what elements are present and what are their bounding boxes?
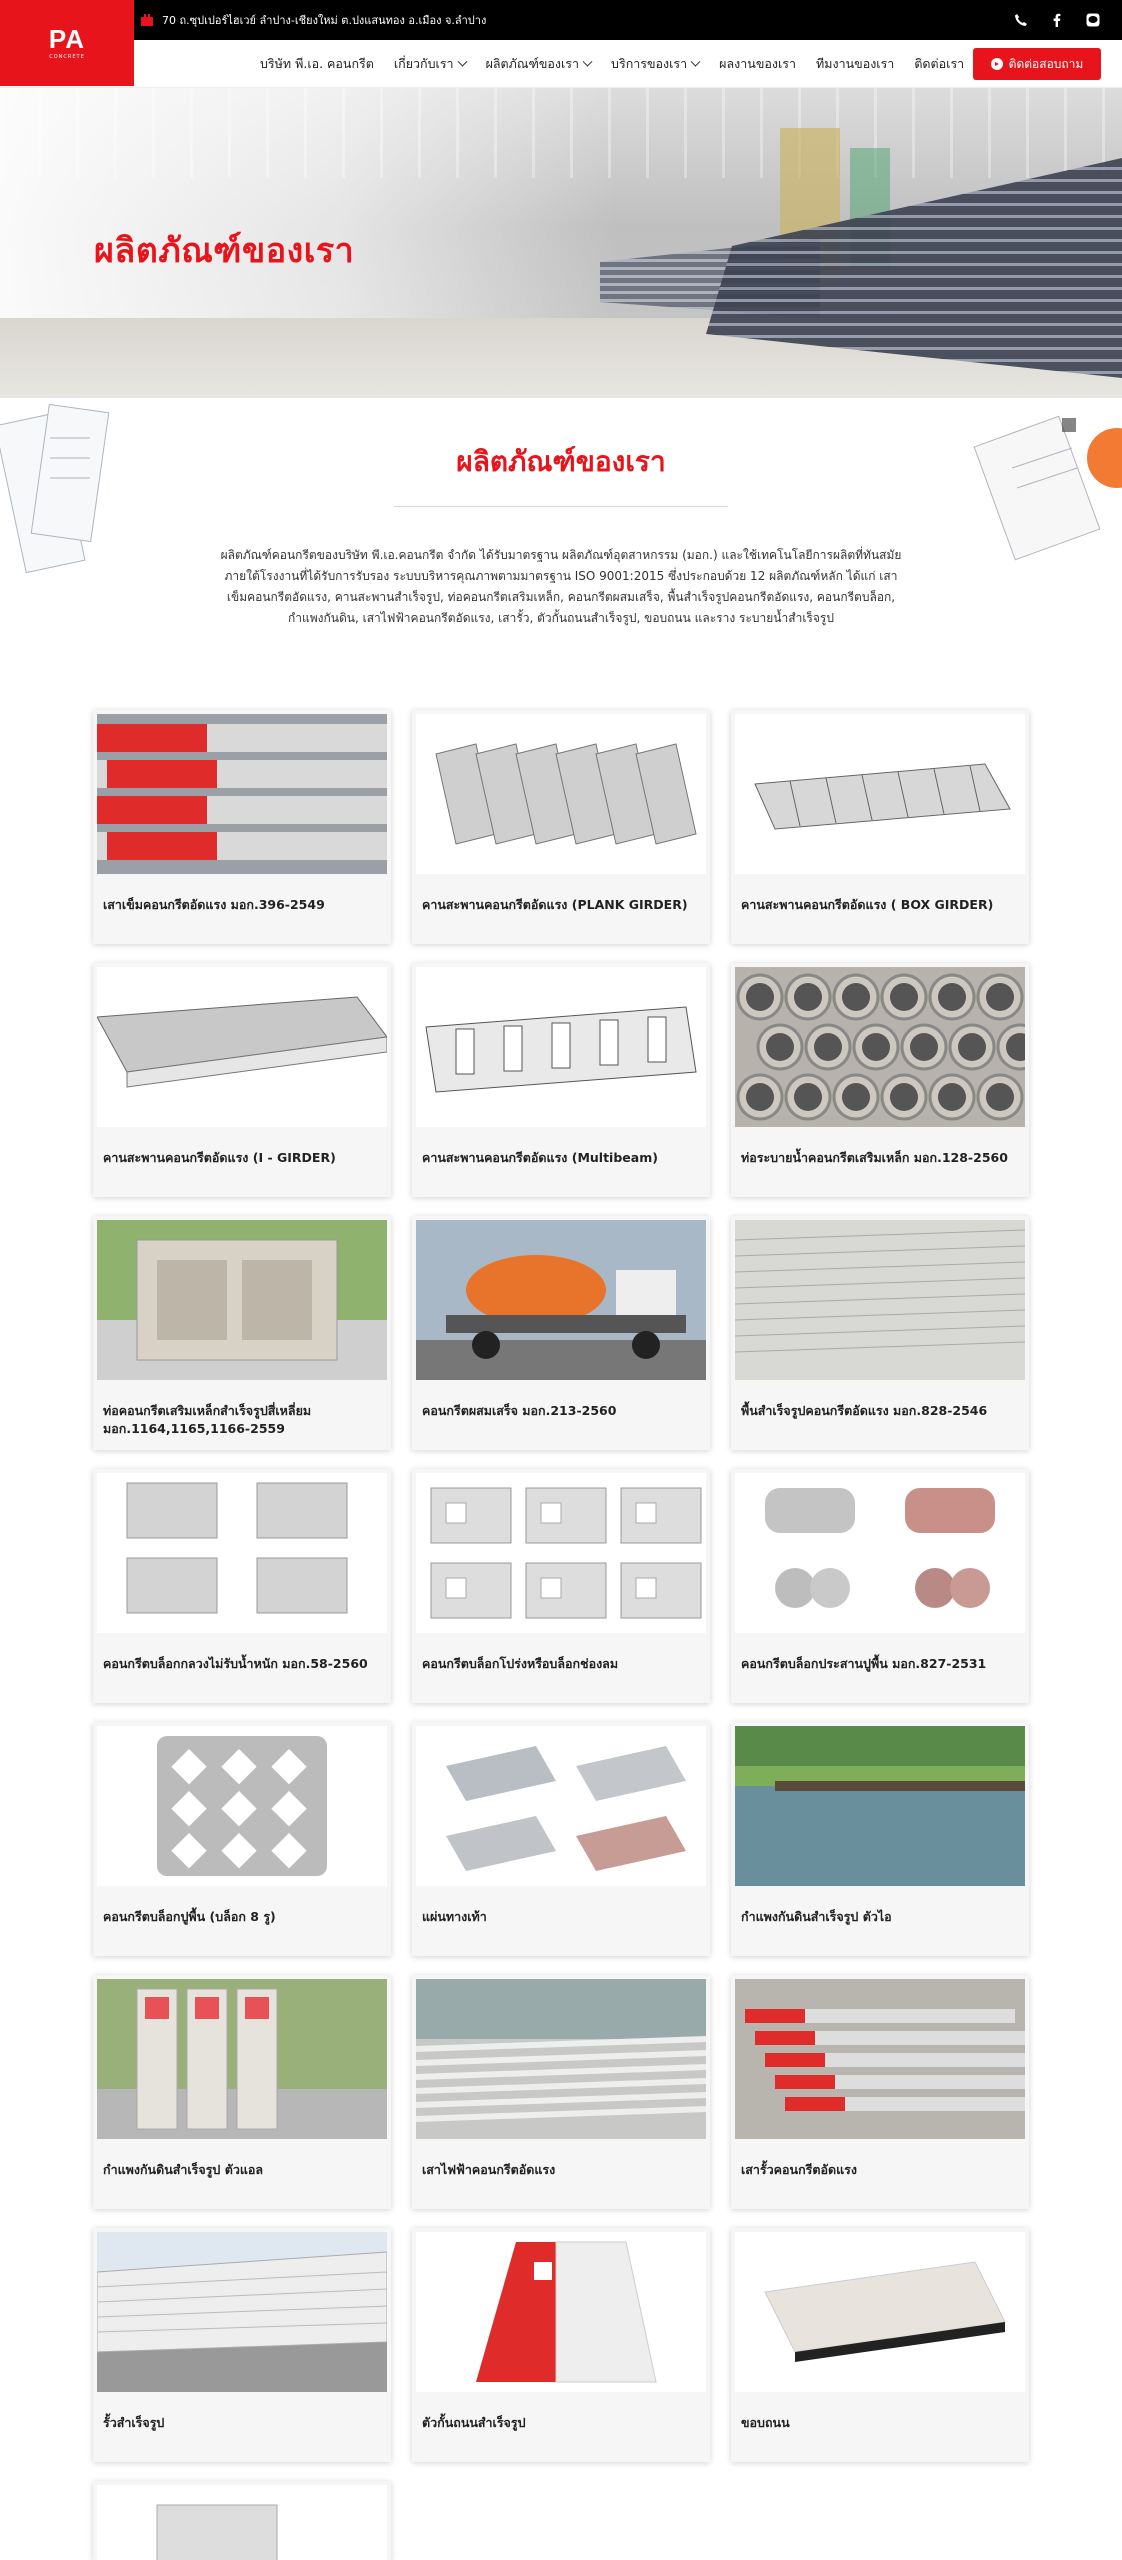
product-image[interactable] (97, 1979, 387, 2139)
product-card[interactable] (731, 1216, 1029, 1450)
line-icon[interactable] (1086, 13, 1100, 27)
logo-subtext: CONCRETE (49, 54, 85, 60)
product-image[interactable] (735, 714, 1025, 874)
factory-roof (0, 88, 1122, 178)
section-title: ผลิตภัณฑ์ของเรา (456, 445, 666, 478)
contact-button[interactable] (973, 48, 1101, 80)
contact-button-label: ติดต่อสอบถาม (1008, 56, 1084, 71)
facebook-icon[interactable] (1050, 13, 1064, 27)
product-image[interactable] (735, 967, 1025, 1127)
product-image[interactable] (416, 1979, 706, 2139)
intro-text: ผลิตภัณฑ์คอนกรีตของบริษัท พี.เอ.คอนกรีต จำกัด ได้รับมาตรฐาน ผลิตภัณฑ์อุตสาหกรรม (มอก.) และใช้เทคโนโลยีการผลิตที่ทันสมัยภายใต้โรงงานที่ได้รับการรับรอง ระบบบริหารคุณภาพตามมาตรฐาน ISO 9001:2015 ซึ่งประกอบด้วย 12 ผลิตภัณฑ์หลัก ได้แก่ เสาเข็มคอนกรีตอัดแรง, คานสะพานสำเร็จรูป, ท่อคอนกรีตเสริมเหล็ก, คอนกรีตผสมเสร็จ, พื้นสำเร็จรูปคอนกรีตอัดแรง, คอนกรีตบล็อก, กำแพงกันดิน, เสาไฟฟ้าคอนกรีตอัดแรง, เสารั้ว, ตัวกั้นถนนสำเร็จรูป, ขอบถนน และราง ระบายน้ำสำเร็จรูป (220, 548, 902, 625)
chat-icon (991, 58, 1003, 70)
product-card[interactable] (731, 1975, 1029, 2209)
product-title[interactable]: เสาไฟฟ้าคอนกรีตอัดแรง (422, 2162, 556, 2177)
product-image[interactable] (735, 1473, 1025, 1633)
hero-banner (0, 88, 1122, 398)
product-card[interactable] (93, 963, 391, 1197)
product-card[interactable] (731, 710, 1029, 944)
nav-item[interactable] (709, 54, 806, 74)
product-title[interactable]: ท่อคอนกรีตเสริมเหล็กสำเร็จรูปสี่เหลี่ยม มอก.1164,1165,1166-2559 (103, 1403, 312, 1436)
product-image[interactable] (97, 967, 387, 1127)
product-card[interactable] (93, 1722, 391, 1956)
site-logo[interactable] (0, 0, 134, 86)
product-title[interactable]: คอนกรีตบล็อกโปร่งหรือบล็อกช่องลม (422, 1656, 619, 1671)
product-image[interactable] (97, 2485, 387, 2560)
product-card[interactable] (93, 2481, 391, 2560)
product-card[interactable] (731, 2228, 1029, 2462)
phone-icon[interactable] (1014, 13, 1028, 27)
product-card[interactable] (93, 1216, 391, 1450)
product-title[interactable]: พื้นสำเร็จรูปคอนกรีตอัดแรง มอก.828-2546 (741, 1403, 988, 1418)
product-image[interactable] (416, 2232, 706, 2392)
hero-title: ผลิตภัณฑ์ของเรา (94, 231, 355, 271)
product-card[interactable] (93, 1469, 391, 1703)
product-title[interactable]: กำแพงกันดินสำเร็จรูป ตัวไอ (741, 1909, 892, 1924)
nav-item[interactable] (384, 54, 476, 74)
product-title[interactable]: ท่อระบายน้ำคอนกรีตเสริมเหล็ก มอก.128-2560 (741, 1150, 1008, 1165)
logo-text: PA (48, 24, 86, 54)
product-title[interactable]: คอนกรีตบล็อกประสานปูพื้น มอก.827-2531 (741, 1656, 987, 1671)
product-card[interactable] (93, 1975, 391, 2209)
product-image[interactable] (97, 2232, 387, 2392)
location-icon (140, 13, 154, 27)
product-card[interactable] (412, 2228, 710, 2462)
product-title[interactable]: คานสะพานคอนกรีตอัดแรง (I - GIRDER) (103, 1150, 336, 1165)
product-image[interactable] (735, 1220, 1025, 1380)
nav-item-label: เกี่ยวกับเรา (393, 56, 454, 71)
chevron-down-icon (457, 56, 467, 66)
product-title[interactable]: คานสะพานคอนกรีตอัดแรง ( BOX GIRDER) (741, 897, 994, 912)
nav-item-label: ติดต่อเรา (914, 56, 965, 71)
nav-menu (250, 40, 974, 88)
product-image[interactable] (735, 2232, 1025, 2392)
product-image[interactable] (416, 1220, 706, 1380)
product-image[interactable] (416, 1726, 706, 1886)
product-image[interactable] (97, 1473, 387, 1633)
main-nav (0, 40, 1122, 88)
social-links (1014, 0, 1100, 40)
product-card[interactable] (412, 963, 710, 1197)
product-title[interactable]: ขอบถนน (741, 2415, 790, 2430)
nav-item-label: ผลิตภัณฑ์ของเรา (485, 56, 580, 71)
product-card[interactable] (412, 1975, 710, 2209)
product-card[interactable] (731, 1722, 1029, 1956)
nav-item[interactable] (904, 54, 974, 74)
product-image[interactable] (735, 1726, 1025, 1886)
product-image[interactable] (97, 714, 387, 874)
product-card[interactable] (93, 710, 391, 944)
nav-item-label: ผลงานของเรา (719, 56, 796, 71)
title-divider (394, 506, 728, 507)
product-title[interactable]: เสาเข็มคอนกรีตอัดแรง มอก.396-2549 (103, 897, 325, 912)
product-card[interactable] (731, 963, 1029, 1197)
nav-item[interactable] (250, 54, 384, 74)
nav-item-label: ทีมงานของเรา (816, 56, 895, 71)
product-image[interactable] (416, 1473, 706, 1633)
product-title[interactable]: คอนกรีตผสมเสร็จ มอก.213-2560 (422, 1403, 617, 1418)
product-card[interactable] (412, 1469, 710, 1703)
nav-item[interactable] (601, 54, 709, 74)
blueprint-decoration-left (0, 398, 135, 598)
product-image[interactable] (416, 967, 706, 1127)
nav-item-label: บริษัท พี.เอ. คอนกรีต (260, 56, 374, 71)
chevron-down-icon (691, 56, 701, 66)
product-title[interactable]: คอนกรีตบล็อกกลวงไม่รับน้ำหนัก มอก.58-2560 (103, 1656, 368, 1671)
product-image[interactable] (97, 1220, 387, 1380)
blueprint-decoration-right (972, 398, 1122, 578)
nav-item[interactable] (806, 54, 904, 74)
product-card[interactable] (93, 2228, 391, 2462)
chevron-down-icon (583, 56, 593, 66)
product-image[interactable] (97, 1726, 387, 1886)
product-title[interactable]: แผ่นทางเท้า (422, 1909, 487, 1924)
product-card[interactable] (731, 1469, 1029, 1703)
nav-item[interactable] (476, 54, 601, 74)
product-image[interactable] (416, 714, 706, 874)
product-title[interactable]: คอนกรีตบล็อกปูพื้น (บล็อก 8 รู) (103, 1909, 276, 1924)
product-title[interactable]: กำแพงกันดินสำเร็จรูป ตัวแอล (103, 2162, 264, 2177)
product-card[interactable] (412, 1216, 710, 1450)
top-bar (0, 0, 1122, 40)
product-title[interactable]: คานสะพานคอนกรีตอัดแรง (PLANK GIRDER) (422, 897, 688, 912)
address (140, 0, 486, 40)
product-grid (93, 710, 1029, 2560)
product-title[interactable]: เสารั้วคอนกรีตอัดแรง (741, 2162, 857, 2177)
address-text: 70 ถ.ซุปเปอร์ไฮเวย์ ลำปาง-เชียงใหม่ ต.ปงแสนทอง อ.เมือง จ.ลำปาง (162, 14, 487, 27)
product-title[interactable]: ตัวกั้นถนนสำเร็จรูป (422, 2415, 526, 2430)
product-card[interactable] (412, 1722, 710, 1956)
nav-item-label: บริการของเรา (611, 56, 688, 71)
product-title[interactable]: คานสะพานคอนกรีตอัดแรง (Multibeam) (422, 1150, 658, 1165)
product-card[interactable] (412, 710, 710, 944)
product-title[interactable]: รั้วสำเร็จรูป (103, 2415, 165, 2430)
product-image[interactable] (735, 1979, 1025, 2139)
